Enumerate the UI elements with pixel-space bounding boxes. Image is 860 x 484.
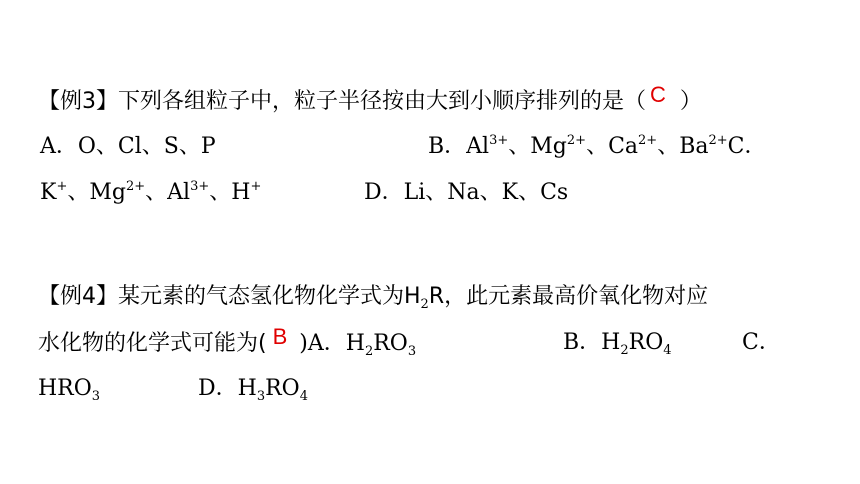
q3-option-d: D．Li、Na、K、Cs xyxy=(364,180,569,205)
q3-answer: C xyxy=(650,82,666,107)
q3-option-c-label: C． xyxy=(727,134,767,159)
q4-answer: B xyxy=(272,324,288,349)
q4-tag: 【例4】 xyxy=(38,284,118,309)
q4-option-c: $HRO_3$ xyxy=(38,376,101,404)
q4-stem-line1: 【例4】某元素的气态氢化物化学式为$H_2R$，此元素最高价氧化物对应 xyxy=(38,284,709,312)
q3-option-c: K+、$Mg^{2+}$、$Al^{3+}$、H+ xyxy=(40,179,262,205)
q3-tag: 【例3】 xyxy=(38,89,118,114)
q4-stem-line2: 水化物的化学式可能为( B )A．$H_2RO_3$ xyxy=(38,324,417,359)
q4-option-b: B．$H_2RO_4$ xyxy=(563,330,672,358)
q3-option-a: A．O、Cl、S、P xyxy=(40,134,216,159)
q4-option-c-label: C． xyxy=(742,330,781,355)
q3-stem-line xyxy=(38,82,702,117)
q3-close-paren: ） xyxy=(679,89,702,114)
q4-option-a: A．$H_2RO_3$ xyxy=(307,331,417,359)
q4-option-d: D．$H_3RO_4$ xyxy=(198,376,308,404)
q3-stem: 下列各组粒子中，粒子半径按由大到小顺序排列的是（ xyxy=(118,89,647,114)
q3-option-b: B．$Al^{3+}$、$Mg^{2+}$、$Ca^{2+}$、$Ba^{2+}C$． xyxy=(428,133,767,159)
